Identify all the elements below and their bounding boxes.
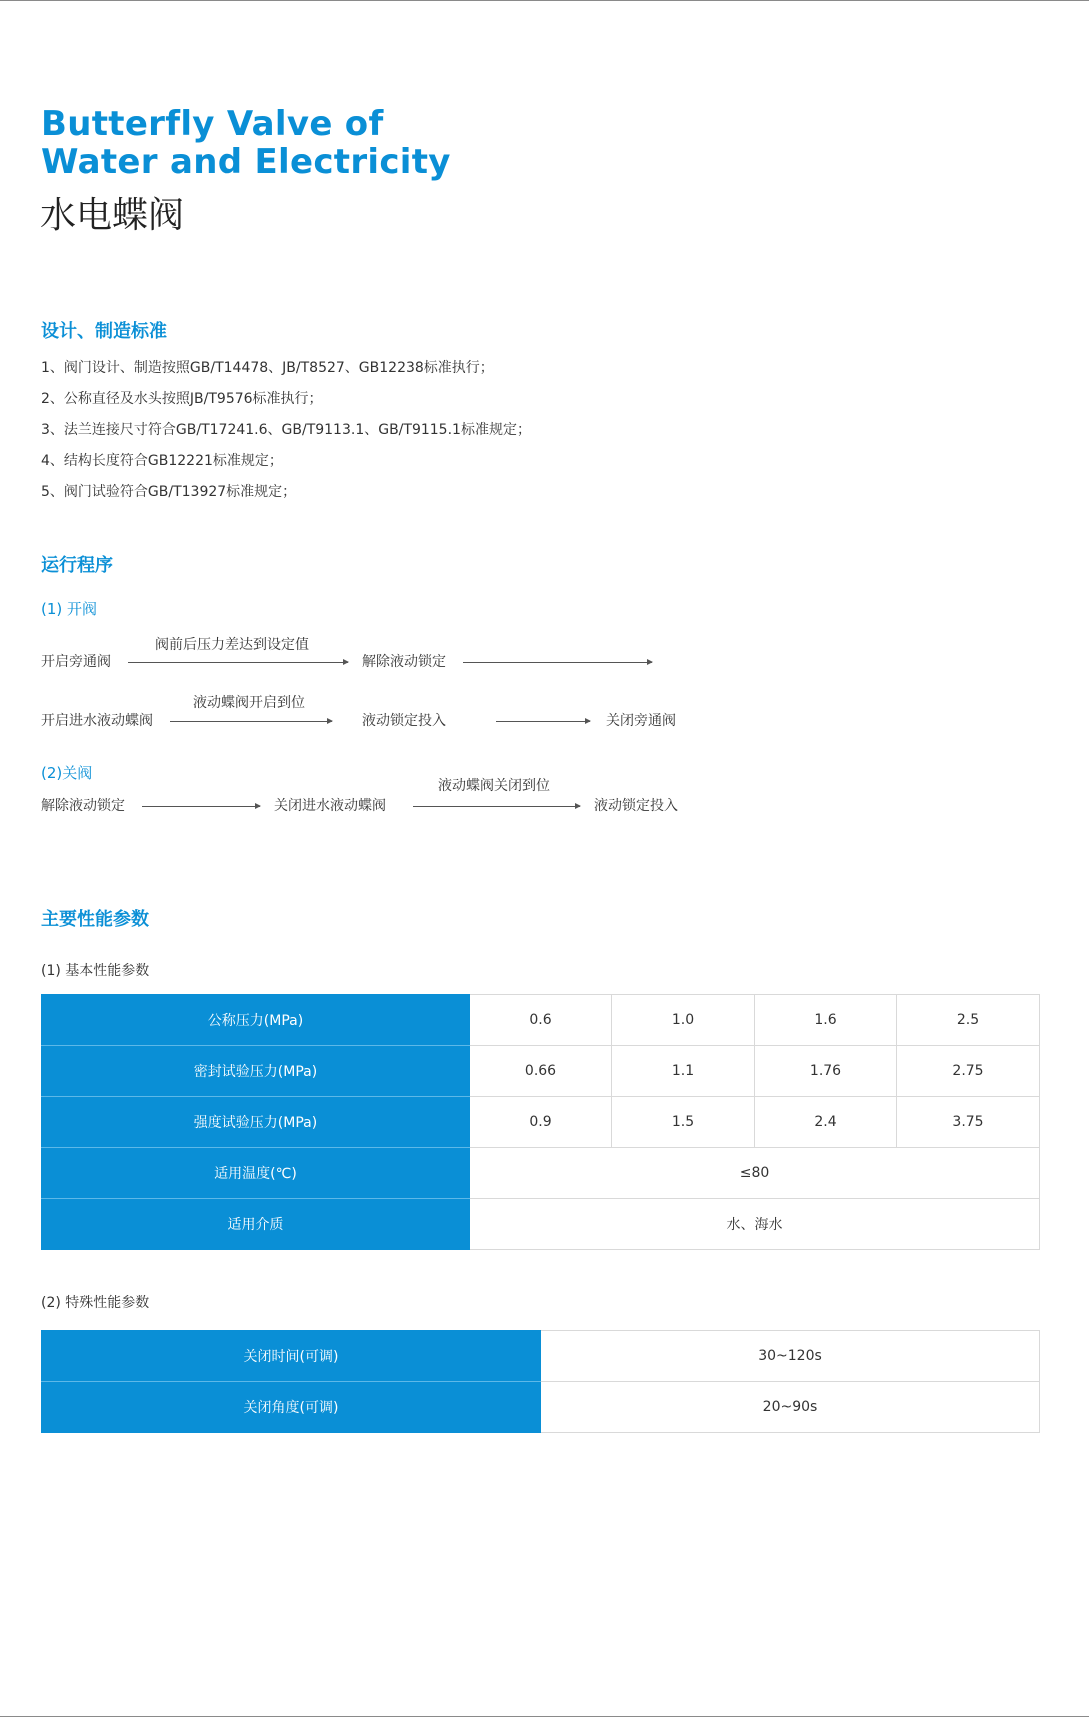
standards-item: 2、公称直径及水头按照JB/T9576标准执行； [41, 391, 323, 407]
basic-params-label: (1) 基本性能参数 [41, 963, 150, 979]
close-valve-label: (2)关阀 [41, 764, 93, 782]
table-cell: 2.75 [897, 1046, 1040, 1097]
table-cell: 1.76 [755, 1046, 897, 1097]
close-mid: 关闭进水液动蝶阀 [274, 798, 386, 814]
title-chinese: 水电蝶阀 [40, 195, 185, 236]
row-label: 公称压力(MPa) [42, 995, 470, 1046]
open-step2-mid: 液动锁定投入 [362, 713, 446, 729]
standards-item: 5、阀门试验符合GB/T13927标准规定； [41, 484, 297, 500]
close-to: 液动锁定投入 [594, 798, 678, 814]
title-english [41, 105, 451, 181]
table-cell: 1.0 [612, 995, 755, 1046]
flow-arrow [496, 721, 590, 722]
table-cell: ≤80 [470, 1148, 1040, 1199]
row-label: 强度试验压力(MPa) [42, 1097, 470, 1148]
title-english-line1: Butterfly Valve of [41, 104, 384, 144]
standards-item: 3、法兰连接尺寸符合GB/T17241.6、GB/T9113.1、GB/T9115.1标准规定； [41, 422, 531, 438]
row-label: 密封试验压力(MPa) [42, 1046, 470, 1097]
table-row [42, 1199, 1040, 1250]
row-label: 关闭角度(可调) [42, 1382, 541, 1433]
bottom-rule [0, 1716, 1089, 1717]
table-row [42, 1382, 1040, 1433]
open-step1-condition: 阀前后压力差达到设定值 [155, 637, 309, 653]
table-cell: 2.5 [897, 995, 1040, 1046]
standards-item: 1、阀门设计、制造按照GB/T14478、JB/T8527、GB12238标准执行； [41, 360, 494, 376]
close-from: 解除液动锁定 [41, 798, 125, 814]
open-step1-from: 开启旁通阀 [41, 654, 111, 670]
top-rule [0, 0, 1089, 1]
table-cell: 30~120s [541, 1331, 1040, 1382]
flow-arrow [128, 662, 348, 663]
performance-heading: 主要性能参数 [41, 909, 149, 930]
flow-arrow [413, 806, 580, 807]
table-cell: 0.66 [470, 1046, 612, 1097]
table-cell: 1.6 [755, 995, 897, 1046]
table-cell: 0.9 [470, 1097, 612, 1148]
table-cell: 1.1 [612, 1046, 755, 1097]
basic-params-table [41, 994, 1040, 1250]
flow-arrow [463, 662, 652, 663]
table-row [42, 1097, 1040, 1148]
table-cell: 1.5 [612, 1097, 755, 1148]
open-step1-to: 解除液动锁定 [362, 654, 446, 670]
table-cell: 2.4 [755, 1097, 897, 1148]
special-params-table [41, 1330, 1040, 1433]
table-row [42, 1331, 1040, 1382]
table-row [42, 995, 1040, 1046]
open-step2-condition: 液动蝶阀开启到位 [193, 695, 305, 711]
flow-arrow [170, 721, 332, 722]
open-step2-from: 开启进水液动蝶阀 [41, 713, 153, 729]
table-row [42, 1148, 1040, 1199]
table-row [42, 1046, 1040, 1097]
table-cell: 0.6 [470, 995, 612, 1046]
open-valve-label: (1) 开阀 [41, 600, 98, 618]
row-label: 关闭时间(可调) [42, 1331, 541, 1382]
special-params-label: (2) 特殊性能参数 [41, 1295, 150, 1311]
standards-item: 4、结构长度符合GB12221标准规定； [41, 453, 283, 469]
row-label: 适用介质 [42, 1199, 470, 1250]
table-cell: 水、海水 [470, 1199, 1040, 1250]
close-condition: 液动蝶阀关闭到位 [438, 778, 550, 794]
row-label: 适用温度(℃) [42, 1148, 470, 1199]
standards-list [41, 353, 531, 508]
table-cell: 3.75 [897, 1097, 1040, 1148]
table-cell: 20~90s [541, 1382, 1040, 1433]
open-step2-to: 关闭旁通阀 [606, 713, 676, 729]
flow-arrow [142, 806, 260, 807]
procedure-heading: 运行程序 [41, 555, 113, 576]
title-english-line2: Water and Electricity [41, 142, 451, 182]
standards-heading: 设计、制造标准 [41, 321, 167, 342]
